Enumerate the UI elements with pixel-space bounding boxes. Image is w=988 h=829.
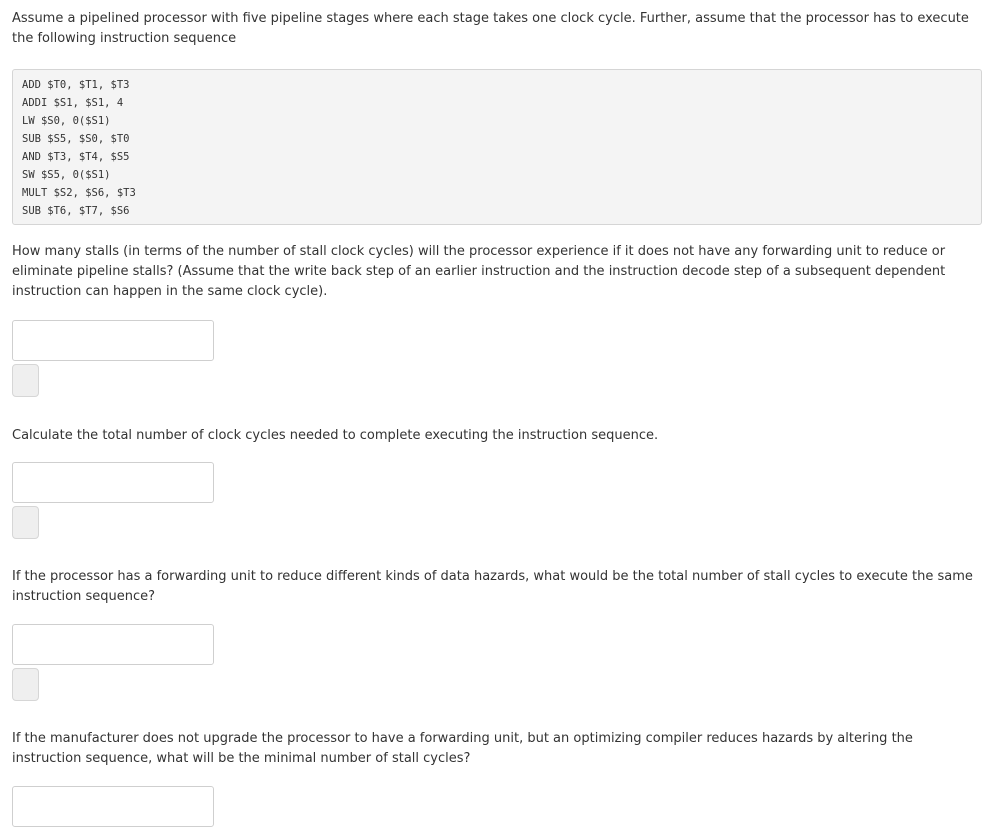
answer-input-2[interactable]	[12, 462, 214, 503]
check-button-3[interactable]	[12, 668, 39, 701]
code-line: SUB $S5, $S0, $T0	[22, 133, 130, 145]
code-line: ADDI $S1, $S1, 4	[22, 97, 124, 109]
code-line: AND $T3, $T4, $S5	[22, 151, 130, 163]
problem-intro: Assume a pipelined processor with five pipeline stages where each stage takes one clock cycle. Further, assume that the processor has to execute the following instruction sequence	[12, 11, 969, 46]
question-1-text: How many stalls (in terms of the number of stall clock cycles) will the processor experience if it does not have any forwarding unit to reduce or eliminate pipeline stalls? (Assume that the write back step of an earlier instruction and the instruction decode step of a subsequent dependent instruction can happen in the same clock cycle).	[12, 244, 946, 299]
code-line: ADD $T0, $T1, $T3	[22, 79, 130, 91]
code-line: SW $S5, 0($S1)	[22, 169, 111, 181]
code-line: MULT $S2, $S6, $T3	[22, 187, 136, 199]
code-line: SUB $T6, $T7, $S6	[22, 205, 130, 217]
check-button-2[interactable]	[12, 506, 39, 539]
question-4-text: If the manufacturer does not upgrade the processor to have a forwarding unit, but an optimizing compiler reduces hazards by altering the instruction sequence, what will be the minimal number of stall cycles?	[12, 731, 913, 766]
instruction-code-block	[12, 69, 982, 225]
code-line: LW $S0, 0($S1)	[22, 115, 111, 127]
answer-input-1[interactable]	[12, 320, 214, 361]
question-2-text: Calculate the total number of clock cycles needed to complete executing the instruction sequence.	[12, 428, 659, 443]
answer-input-4[interactable]	[12, 786, 214, 827]
question-3-text: If the processor has a forwarding unit to reduce different kinds of data hazards, what would be the total number of stall cycles to execute the same instruction sequence?	[12, 569, 973, 604]
check-button-1[interactable]	[12, 364, 39, 397]
answer-input-3[interactable]	[12, 624, 214, 665]
